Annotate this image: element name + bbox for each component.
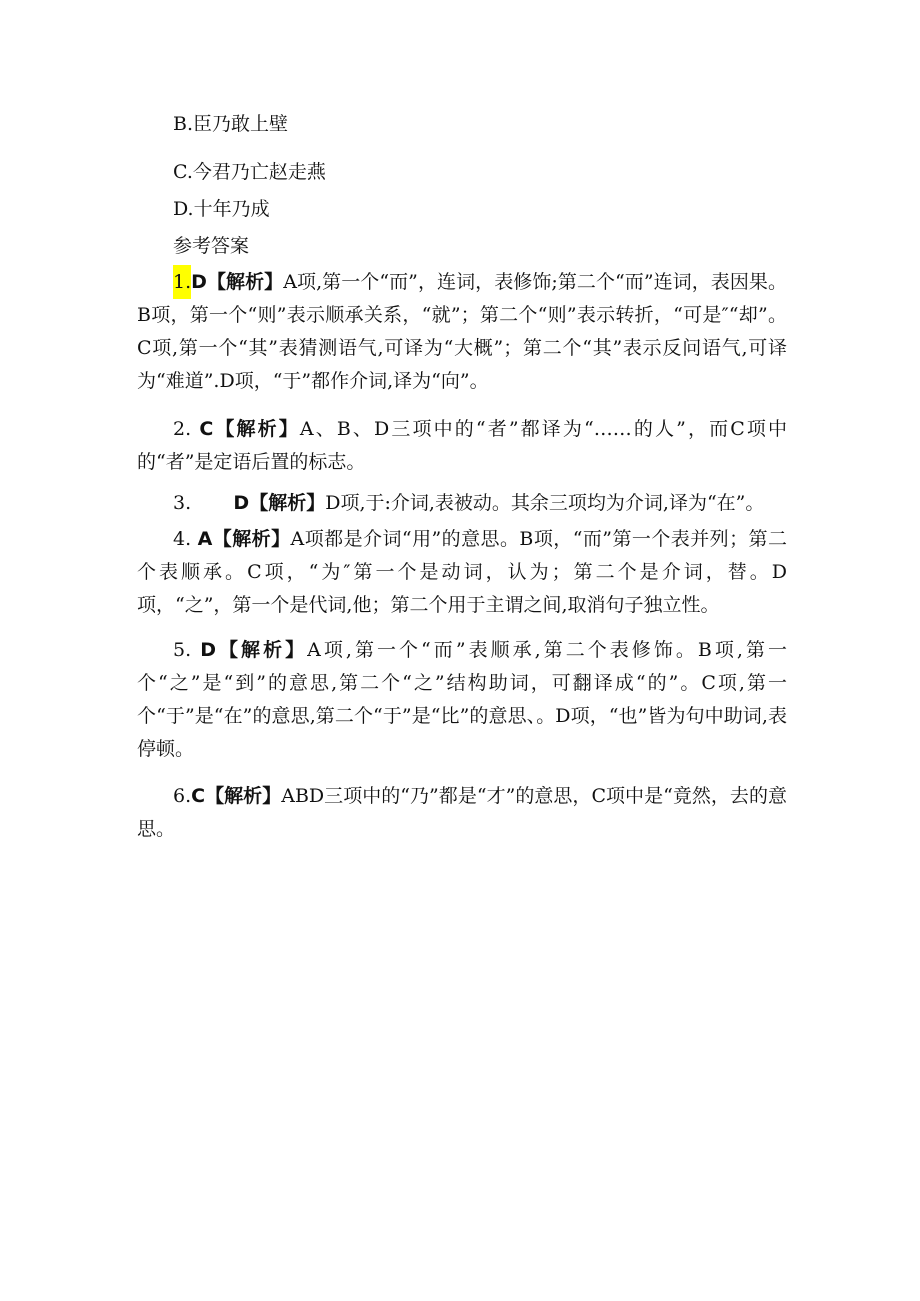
analysis-tag: 【解析】 (212, 528, 291, 550)
analysis-tag: 【解析】 (205, 785, 282, 807)
answer-letter: D (200, 639, 216, 661)
answer-number: 2. (173, 418, 192, 440)
answer-number: 3. (173, 492, 192, 514)
answer-item-4 (137, 523, 787, 622)
answer-letter: A (197, 528, 213, 550)
answer-item-1 (137, 266, 787, 398)
answer-text: A项都是介词“用”的意思。B项，“而”第一个表并列；第二个表顺承。C项，“为″第一个是动词，认为；第二个是介词，替。D项，“之”，第一个是代词,他；第二个用于主谓之间,取消句子独立性。 (137, 528, 787, 616)
answer-item-6 (137, 780, 787, 846)
analysis-tag: 【解析】 (249, 492, 326, 514)
analysis-tag: 【解析】 (213, 418, 300, 440)
answer-text: A、B、D三项中的“者”都译为“……的人”，而C项中的“者”是定语后置的标志。 (137, 418, 787, 473)
answer-number: 6. (173, 785, 192, 807)
option-c: C.今君乃亡赵走燕 (173, 161, 326, 183)
answer-text: ABD三项中的“乃”都是“才”的意思，C项中是“竟然，去的意思。 (137, 785, 787, 840)
answer-letter: C (191, 785, 206, 807)
answer-text: A项,第一个“而”表顺承,第二个表修饰。B项,第一个“之”是“到”的意思,第二个“之”结构助词，可翻译成“的”。C项,第一个“于”是“在”的意思,第二个“于”是“比”的意思、。D项，“也”皆为句中助词,表停顿。 (137, 639, 787, 760)
answer-text: A项,第一个“而”，连词，表修饰;第二个“而”连词，表因果。B项，第一个“则”表示顺承关系，“就”；第二个“则”表示转折，“可是″“却”。C项,第一个“其”表猜测语气,可译为“大概”；第二个“其”表示反问语气,可译为“难道”.D项，“于”都作介词,译为“向”。 (137, 271, 787, 392)
answer-letter: D (233, 492, 250, 514)
answer-number-highlight: 1. (173, 265, 191, 299)
answer-item-5 (137, 634, 787, 766)
analysis-tag: 【解析】 (216, 639, 308, 661)
answer-item-3 (137, 487, 787, 520)
option-b: B.臣乃敢上壁 (173, 113, 289, 135)
answer-text: D项,于:介词,表被动。其余三项均为介词,译为“在”。 (325, 492, 765, 514)
option-d: D.十年乃成 (173, 198, 270, 220)
analysis-tag: 【解析】 (206, 271, 284, 293)
answer-heading: 参考答案 (173, 235, 250, 257)
answer-letter: D (191, 271, 207, 293)
answer-number: 4. (173, 528, 192, 550)
answer-number: 5. (173, 639, 192, 661)
answer-letter: C (199, 418, 214, 440)
answer-item-2 (137, 413, 787, 479)
